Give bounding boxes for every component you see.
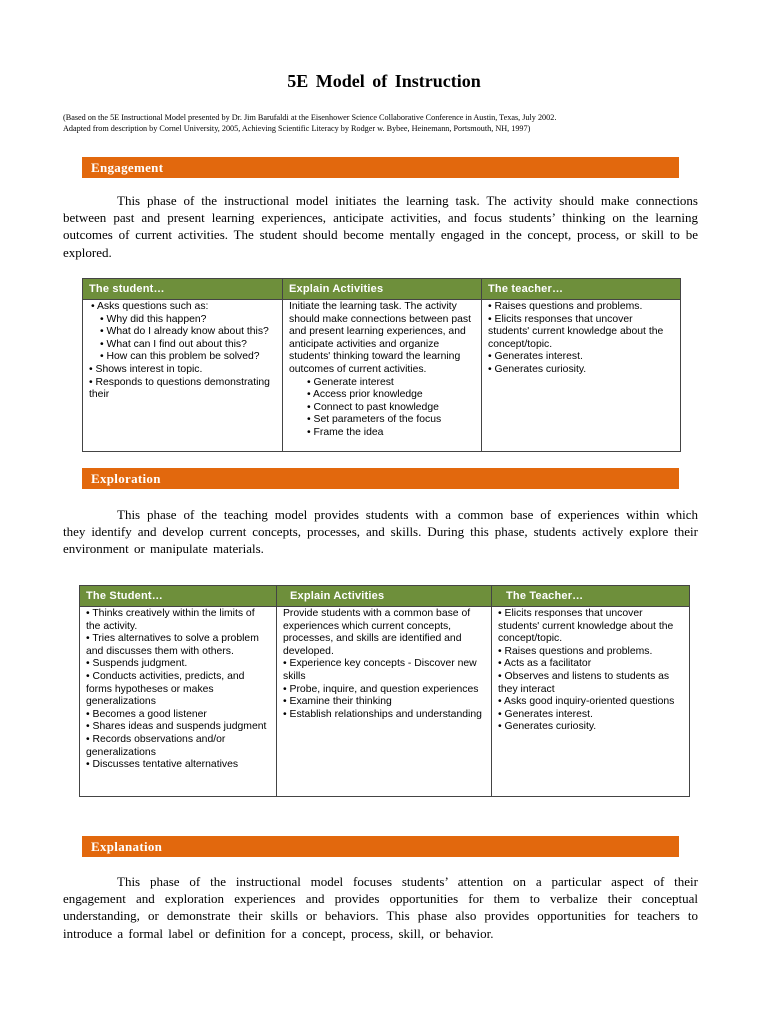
list-item: • Asks good inquiry-oriented questions [498, 696, 675, 708]
list-item: • Shares ideas and suspends judgment [86, 721, 267, 733]
exploration-header-activities: Explain Activities [277, 586, 492, 607]
list-item: • Acts as a facilitator [498, 658, 592, 670]
engagement-student-cell [83, 300, 283, 452]
activities-list [289, 377, 476, 440]
source-note [63, 113, 703, 134]
list-item: • Tries alternatives to solve a problem and discusses them with others. [86, 633, 259, 657]
list-item: • Establish relationships and understanding [283, 708, 482, 720]
exploration-activities-cell [277, 607, 492, 797]
list-item: • Elicits responses that uncover students' current knowledge about the concept/topic. [498, 608, 674, 645]
list-item: • Experience key concepts - Discover new skills [283, 658, 477, 682]
list-item: • Generates interest. [498, 708, 593, 720]
list-item: • Generates interest. [488, 351, 583, 363]
source-line-1: (Based on the 5E Instructional Model presented by Dr. Jim Barufaldi at the Eisenhower Science Collaborative Conference in Austin, Texas, July 2002. [63, 113, 557, 122]
list-item: • Connect to past knowledge [307, 401, 439, 413]
list-item: • Why did this happen? [100, 313, 207, 325]
engagement-header-teacher: The teacher… [482, 279, 681, 300]
question-list [89, 314, 277, 364]
list-item: • Probe, inquire, and question experiences [283, 683, 479, 695]
engagement-heading: Engagement [82, 157, 679, 178]
exploration-teacher-cell [492, 607, 690, 797]
student-list [86, 608, 271, 772]
student-list [89, 364, 277, 402]
engagement-table [82, 278, 681, 452]
teacher-list [488, 301, 675, 377]
activities-intro: Initiate the learning task. The activity should make connections between past and present learning experiences, and anticipate activities and organize students' thinking toward the learning outcomes of current activities. [289, 301, 471, 375]
explanation-paragraph: This phase of the instructional model focuses students’ attention on a particular aspect of their engagement and exploration experiences and provides opportunities for them to verbalize their conceptual understanding, or demonstrate their skills or behaviors. This phase also provides opportunities for teachers to introduce a formal label or definition for a concept, process, skill, or behavior. [63, 874, 698, 941]
engagement-activities-cell [283, 300, 482, 452]
list-item: • Shows interest in topic. [89, 363, 203, 375]
list-item: • Raises questions and problems. [498, 645, 653, 657]
exploration-header-teacher: The Teacher… [492, 586, 690, 607]
exploration-student-cell [80, 607, 277, 797]
list-item: • Thinks creatively within the limits of the activity. [86, 608, 255, 632]
list-item: • Frame the idea [307, 426, 384, 438]
list-item: • Generates curiosity. [498, 721, 597, 733]
engagement-teacher-cell [482, 300, 681, 452]
list-item: • How can this problem be solved? [100, 351, 260, 363]
list-item: • Examine their thinking [283, 696, 392, 708]
list-item: • Responds to questions demonstrating their [89, 376, 270, 401]
list-item: • Asks questions such as: [91, 301, 209, 312]
source-line-2: Adapted from description by Cornel University, 2005, Achieving Scientific Literacy by Rodger w. Bybee, Heinemann, Portsmouth, NH, 1997) [63, 123, 531, 133]
list-item: • Generates curiosity. [488, 363, 587, 375]
list-item: • Discusses tentative alternatives [86, 759, 239, 771]
engagement-paragraph: This phase of the instructional model initiates the learning task. The activity should make connections between past and present learning experiences, anticipate activities, and focus students’ thinking on the learning outcomes of current activities. The student should become mentally engaged in the concept, process, or skill to be explored. [63, 193, 698, 260]
exploration-heading: Exploration [82, 468, 679, 489]
list-item: • Suspends judgment. [86, 658, 188, 670]
exploration-paragraph: This phase of the teaching model provides students with a common base of experiences within which they identify and develop current concepts, processes, and skills. During this phase, students actively explore their environment or manipulate materials. [63, 507, 698, 557]
list-item: • Elicits responses that uncover students' current knowledge about the concept/topic. [488, 313, 664, 350]
list-item: • Raises questions and problems. [488, 301, 643, 312]
list-item: • What do I already know about this? [100, 326, 269, 338]
list-item: • Set parameters of the focus [307, 414, 442, 426]
engagement-header-activities: Explain Activities [283, 279, 482, 300]
teacher-list [498, 608, 684, 734]
list-item: • Access prior knowledge [307, 389, 423, 401]
activities-list [283, 608, 486, 721]
engagement-header-student: The student… [83, 279, 283, 300]
list-item: Provide students with a common base of experiences which current concepts, processes, and skills are identified and developed. [283, 608, 471, 657]
list-item: • Conducts activities, predicts, and forms hypotheses or makes generalizations [86, 670, 245, 708]
exploration-table [79, 585, 690, 797]
list-item: • Observes and listens to students as they interact [498, 670, 670, 695]
explanation-heading: Explanation [82, 836, 679, 857]
list-item: • What can I find out about this? [100, 338, 247, 350]
exploration-header-student: The Student… [80, 586, 277, 607]
list-item: • Records observations and/or generalizations [86, 733, 226, 758]
list-item: • Becomes a good listener [86, 708, 207, 720]
list-item: • Generate interest [307, 376, 394, 388]
document-title: 5E Model of Instruction [287, 71, 481, 91]
